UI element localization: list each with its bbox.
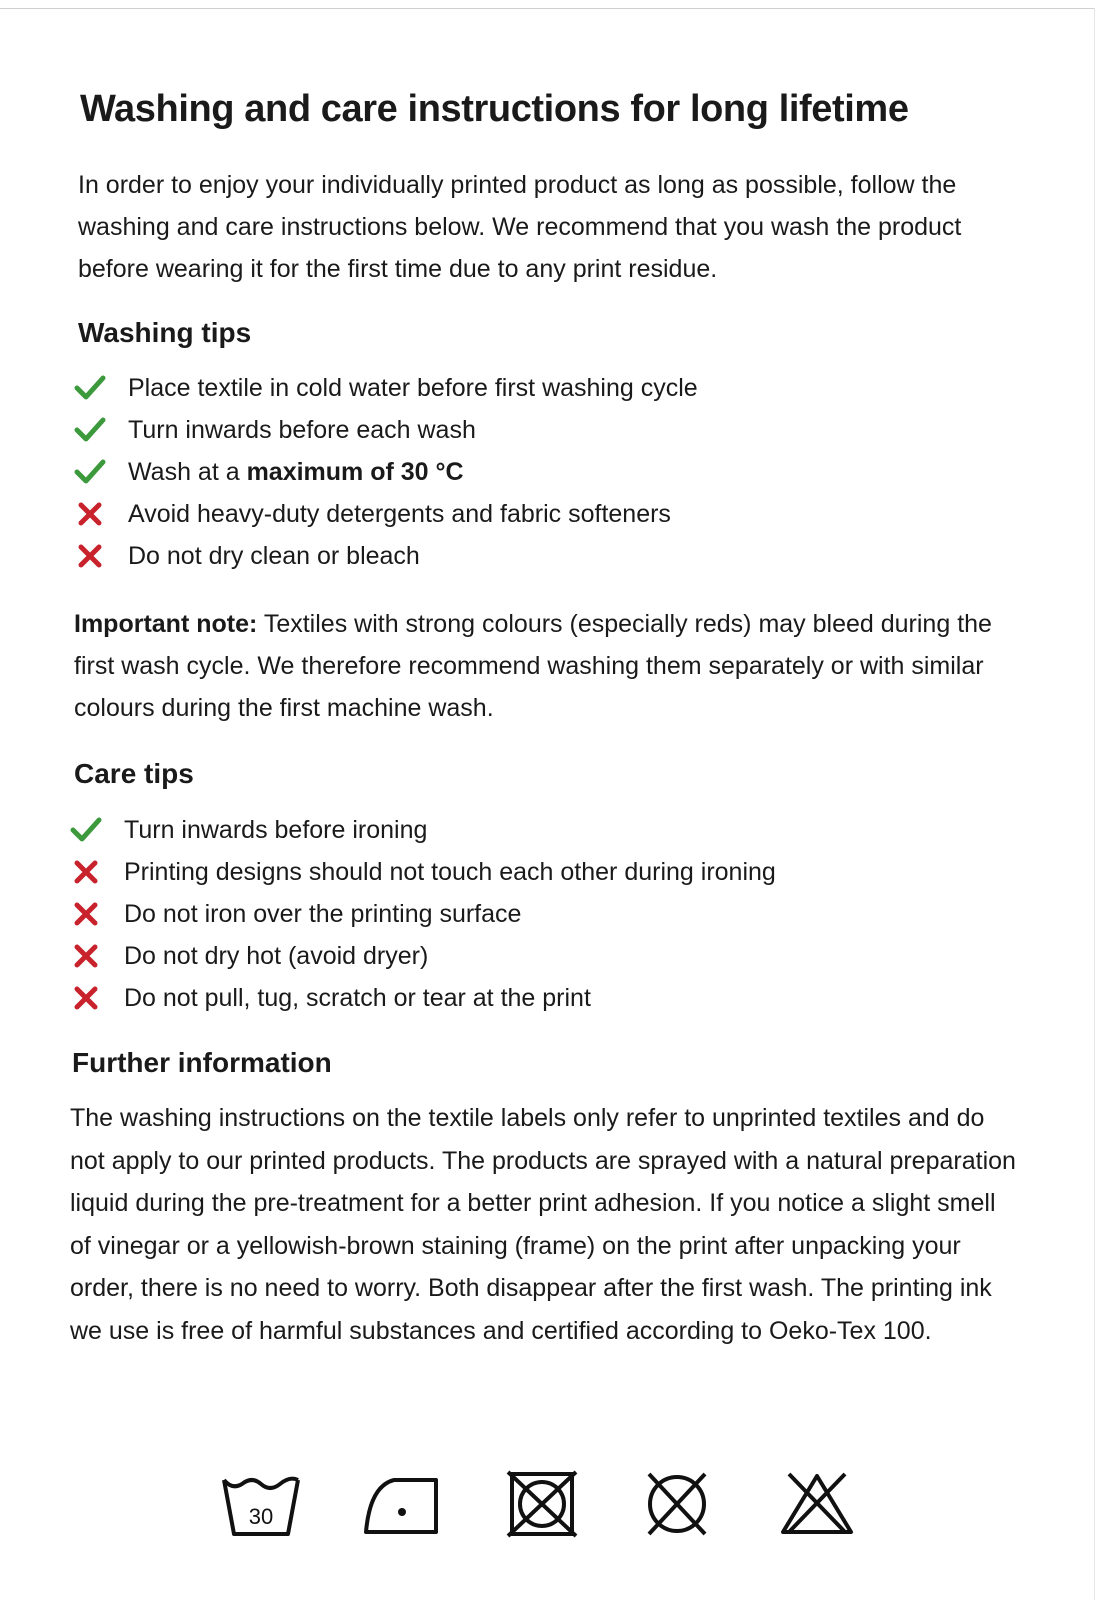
list-item (70, 809, 776, 851)
cross-icon (70, 941, 102, 971)
cross-icon (70, 983, 102, 1013)
list-item (70, 935, 776, 977)
further-information-paragraph: The washing instructions on the textile labels only refer to unprinted textiles and do not apply to our printed products. The products are sprayed with a natural preparation liquid during the pre-treatment for a better print adhesion. If you notice a slight smell of vinegar or a yellowish-brown staining (frame) on the print after unpacking your order, there is no need to worry. Both disappear after the first wash. The printing ink we use is free of harmful substances and certified according to Oeko-Tex 100. (70, 1104, 1016, 1345)
list-item-text: Place textile in cold water before first washing cycle (128, 373, 698, 402)
list-item-text: Turn inwards before each wash (128, 415, 476, 444)
cross-icon (74, 499, 106, 529)
list-item-text: Avoid heavy-duty detergents and fabric softeners (128, 499, 671, 528)
no-bleach-icon (775, 1468, 859, 1540)
page-title: Washing and care instructions for long lifetime (80, 88, 909, 130)
cross-icon (70, 857, 102, 887)
no-dry-clean-icon (635, 1468, 719, 1540)
list-item (70, 893, 776, 935)
care-symbols (215, 1468, 875, 1540)
important-note (74, 603, 1014, 729)
list-item (74, 535, 698, 577)
important-note-text: Textiles with strong colours (especially reds) may bleed during the first wash cycle. We therefore recommend washing them separately or with similar colours during the first machine wash. (74, 610, 992, 722)
list-item (74, 409, 698, 451)
list-item-text (128, 458, 464, 487)
list-item (70, 851, 776, 893)
list-item-text-prefix: Wash at a (128, 457, 247, 486)
cross-icon (74, 541, 106, 571)
list-item-text: Do not iron over the printing surface (124, 899, 522, 928)
list-item-text: Printing designs should not touch each other during ironing (124, 857, 776, 886)
cross-icon (70, 899, 102, 929)
list-item (70, 977, 776, 1019)
page-edge (1094, 8, 1095, 1600)
no-tumble-dry-icon (500, 1468, 584, 1540)
care-tips-heading: Care tips (74, 758, 194, 789)
check-icon (70, 815, 102, 845)
further-information-heading: Further information (72, 1047, 332, 1078)
list-item-text: Do not dry hot (avoid dryer) (124, 941, 429, 970)
intro-paragraph: In order to enjoy your individually printed product as long as possible, follow the washing and care instructions below. We recommend that you wash the product before wearing it for the first time due to any print residue. (78, 171, 962, 283)
list-item (74, 367, 698, 409)
check-icon (74, 415, 106, 445)
care-tips-list (70, 809, 776, 1019)
list-item-text-bold: maximum of 30 °C (246, 457, 464, 486)
washing-tips-heading: Washing tips (78, 317, 252, 348)
list-item-text: Do not pull, tug, scratch or tear at the print (124, 983, 591, 1012)
list-item (74, 451, 698, 493)
check-icon (74, 373, 106, 403)
list-item-text: Turn inwards before ironing (124, 815, 428, 844)
list-item-text: Do not dry clean or bleach (128, 541, 420, 570)
important-note-label: Important note: (74, 610, 258, 638)
washing-tips-list (74, 367, 698, 577)
top-rule (0, 8, 1095, 9)
check-icon (74, 457, 106, 487)
wash-30-icon (220, 1468, 304, 1540)
iron-low-heat-icon (360, 1468, 444, 1540)
list-item (74, 493, 698, 535)
wash-temperature: 30 (248, 1504, 274, 1529)
